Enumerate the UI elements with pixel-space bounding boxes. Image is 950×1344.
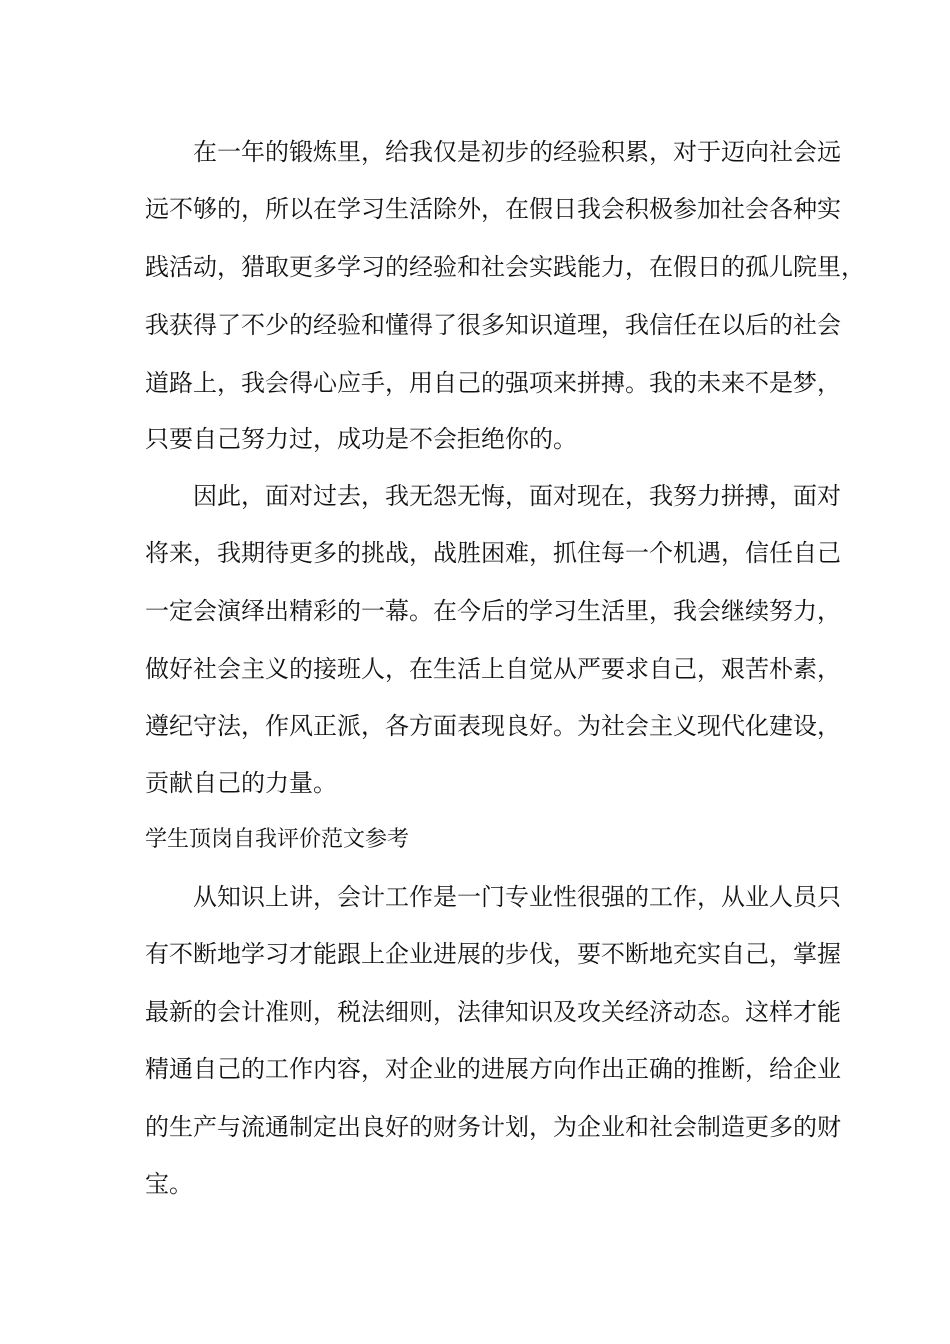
paragraph-2-line-5: 遵纪守法，作风正派，各方面表现良好。为社会主义现代化建设，	[145, 712, 841, 740]
paragraph-2-line-4: 做好社会主义的接班人，在生活上自觉从严要求自己，艰苦朴素，	[145, 655, 841, 683]
section-heading: 学生顶岗自我评价范文参考	[145, 827, 410, 852]
paragraph-3-line-2: 有不断地学习才能跟上企业进展的步伐，要不断地充实自己，掌握	[145, 940, 841, 968]
paragraph-1-line-1: 在一年的锻炼里，给我仅是初步的经验积累，对于迈向社会远	[193, 138, 841, 166]
paragraph-2-line-6: 贡献自己的力量。	[145, 769, 337, 797]
paragraph-3-line-3: 最新的会计准则，税法细则，法律知识及攻关经济动态。这样才能	[145, 998, 841, 1026]
paragraph-2-line-1: 因此，面对过去，我无怨无悔，面对现在，我努力拼搏，面对	[193, 482, 841, 510]
paragraph-2-line-2: 将来，我期待更多的挑战，战胜困难，抓住每一个机遇，信任自己	[145, 539, 841, 567]
paragraph-3-line-4: 精通自己的工作内容，对企业的进展方向作出正确的推断，给企业	[145, 1055, 841, 1083]
paragraph-3-line-6: 宝。	[145, 1170, 193, 1198]
paragraph-3-line-1: 从知识上讲，会计工作是一门专业性很强的工作，从业人员只	[193, 883, 841, 911]
paragraph-1-line-5: 道路上，我会得心应手，用自己的强项来拼搏。我的未来不是梦，	[145, 369, 841, 397]
paragraph-1-line-2: 远不够的，所以在学习生活除外，在假日我会积极参加社会各种实	[145, 195, 841, 223]
paragraph-1-line-3: 践活动，猎取更多学习的经验和社会实践能力，在假日的孤儿院里，	[145, 253, 865, 281]
paragraph-3-line-5: 的生产与流通制定出良好的财务计划，为企业和社会制造更多的财	[145, 1113, 841, 1141]
paragraph-1-line-6: 只要自己努力过，成功是不会拒绝你的。	[145, 425, 577, 453]
paragraph-2-line-3: 一定会演绎出精彩的一幕。在今后的学习生活里，我会继续努力，	[145, 597, 841, 625]
paragraph-1-line-4: 我获得了不少的经验和懂得了很多知识道理，我信任在以后的社会	[145, 311, 841, 339]
